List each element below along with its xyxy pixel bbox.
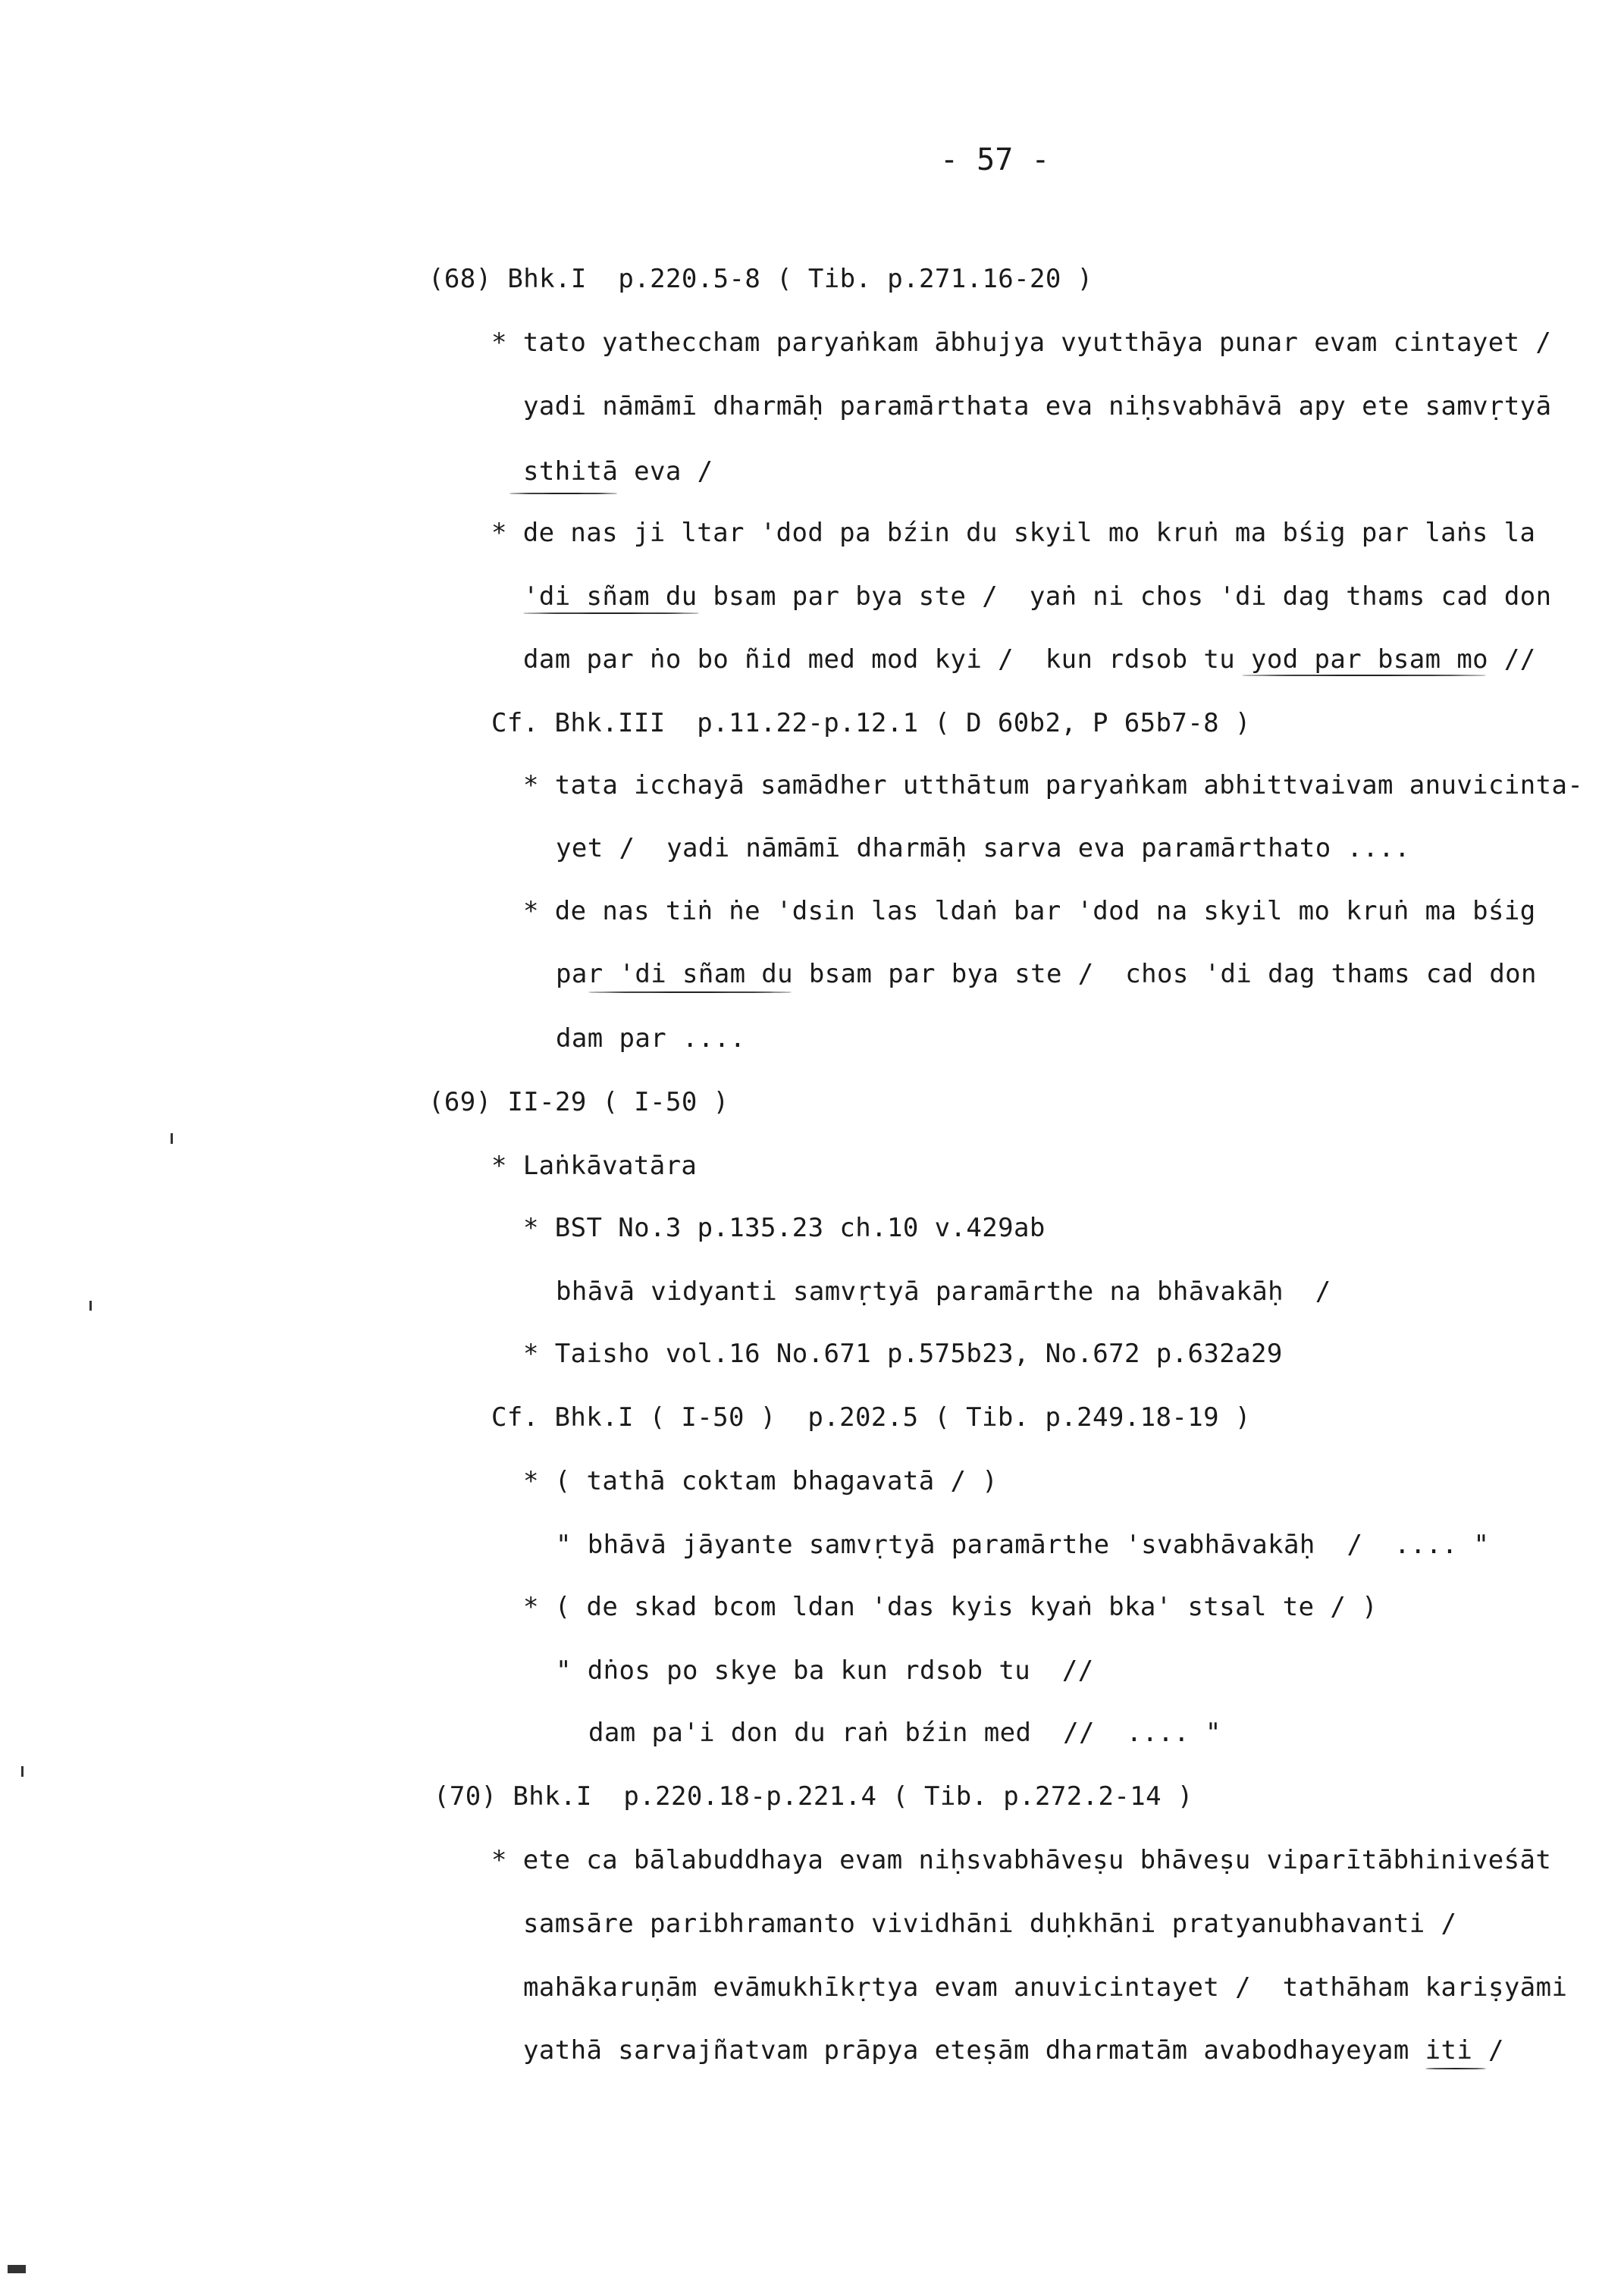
entry-68-sanskrit-line-3: sthitā eva / — [523, 456, 713, 487]
entry-70-line-3: mahākaruṇām evāmukhīkṛtya evam anuvicintayet / tathāham kariṣyāmi — [523, 1972, 1568, 2003]
handwritten-underline — [523, 612, 699, 614]
entry-68-tibetan-line-3: dam par ṅo bo ñid med mod kyi / kun rdsob tu yod par bsam mo // — [523, 644, 1536, 675]
entry-68-cf-line-2: yet / yadi nāmāmī dharmāḥ sarva eva paramārthato .... — [556, 833, 1410, 863]
entry-68-heading: (68) Bhk.I p.220.5-8 ( Tib. p.271.16-20 ) — [428, 264, 1093, 294]
handwritten-underline — [1425, 2068, 1486, 2069]
entry-69-heading: (69) II-29 ( I-50 ) — [428, 1087, 729, 1117]
handwritten-underline — [1242, 675, 1486, 676]
entry-70-heading: (70) Bhk.I p.220.18-p.221.4 ( Tib. p.272.2-14 ) — [434, 1781, 1193, 1812]
entry-69-line-3: bhāvā vidyanti samvṛtyā paramārthe na bhāvakāḥ / — [556, 1276, 1331, 1307]
entry-69-cf-line-3: * ( de skad bcom ldan 'das kyis kyaṅ bka' stsal te / ) — [523, 1592, 1378, 1622]
scan-mark — [8, 2265, 26, 2273]
entry-69-line-1: * Laṅkāvatāra — [491, 1151, 698, 1181]
entry-69-line-4: * Taisho vol.16 No.671 p.575b23, No.672 p.632a29 — [523, 1339, 1283, 1369]
entry-70-line-4: yathā sarvajñatvam prāpya eteṣām dharmatām avabodhayeyam iti / — [523, 2035, 1504, 2066]
entry-70-line-1: * ete ca bālabuddhaya evam niḥsvabhāveṣu bhāveṣu viparītābhiniveśāt — [491, 1845, 1552, 1875]
entry-69-cf-heading: Cf. Bhk.I ( I-50 ) p.202.5 ( Tib. p.249.18-19 ) — [491, 1402, 1251, 1433]
entry-68-cf-line-3: * de nas tiṅ ṅe 'dsin las ldaṅ bar 'dod na skyil mo kruṅ ma bśig — [523, 896, 1536, 926]
entry-70-line-2: samsāre paribhramanto vividhāni duḥkhāni pratyanubhavanti / — [523, 1909, 1457, 1939]
entry-68-cf-line-1: * tata icchayā samādher utthātum paryaṅkam abhittvaivam anuvicinta- — [523, 770, 1584, 800]
entry-68-cf-line-5: dam par .... — [556, 1023, 746, 1054]
entry-68-tibetan-line-1: * de nas ji ltar 'dod pa bźin du skyil mo kruṅ ma bśig par laṅs la — [491, 518, 1536, 548]
handwritten-underline — [588, 991, 792, 993]
entry-69-cf-line-1: * ( tathā coktam bhagavatā / ) — [523, 1466, 999, 1496]
handwritten-underline — [509, 493, 617, 494]
entry-68-sanskrit-line-1: * tato yatheccham paryaṅkam ābhujya vyutthāya punar evam cintayet / — [491, 327, 1552, 358]
entry-68-sanskrit-line-2: yadi nāmāmī dharmāḥ paramārthata eva niḥsvabhāvā apy ete samvṛtyā — [523, 391, 1552, 421]
page-number: - 57 - — [940, 143, 1050, 177]
entry-69-cf-line-4: " dṅos po skye ba kun rdsob tu // — [556, 1655, 1094, 1686]
entry-69-line-2: * BST No.3 p.135.23 ch.10 v.429ab — [523, 1213, 1046, 1243]
scan-mark — [171, 1133, 173, 1144]
entry-68-tibetan-line-2: 'di sñam du bsam par bya ste / yaṅ ni chos 'di dag thams cad don — [523, 581, 1552, 612]
entry-68-cf-heading: Cf. Bhk.III p.11.22-p.12.1 ( D 60b2, P 65b7-8 ) — [491, 708, 1251, 738]
entry-69-cf-line-2: " bhāvā jāyante samvṛtyā paramārthe 'svabhāvakāḥ / .... " — [556, 1530, 1490, 1560]
entry-69-cf-line-5: dam pa'i don du raṅ bźin med // .... " — [588, 1718, 1221, 1748]
scan-mark — [21, 1766, 24, 1777]
scan-mark — [89, 1301, 92, 1311]
entry-68-cf-line-4: par 'di sñam du bsam par bya ste / chos 'di dag thams cad don — [556, 959, 1537, 989]
